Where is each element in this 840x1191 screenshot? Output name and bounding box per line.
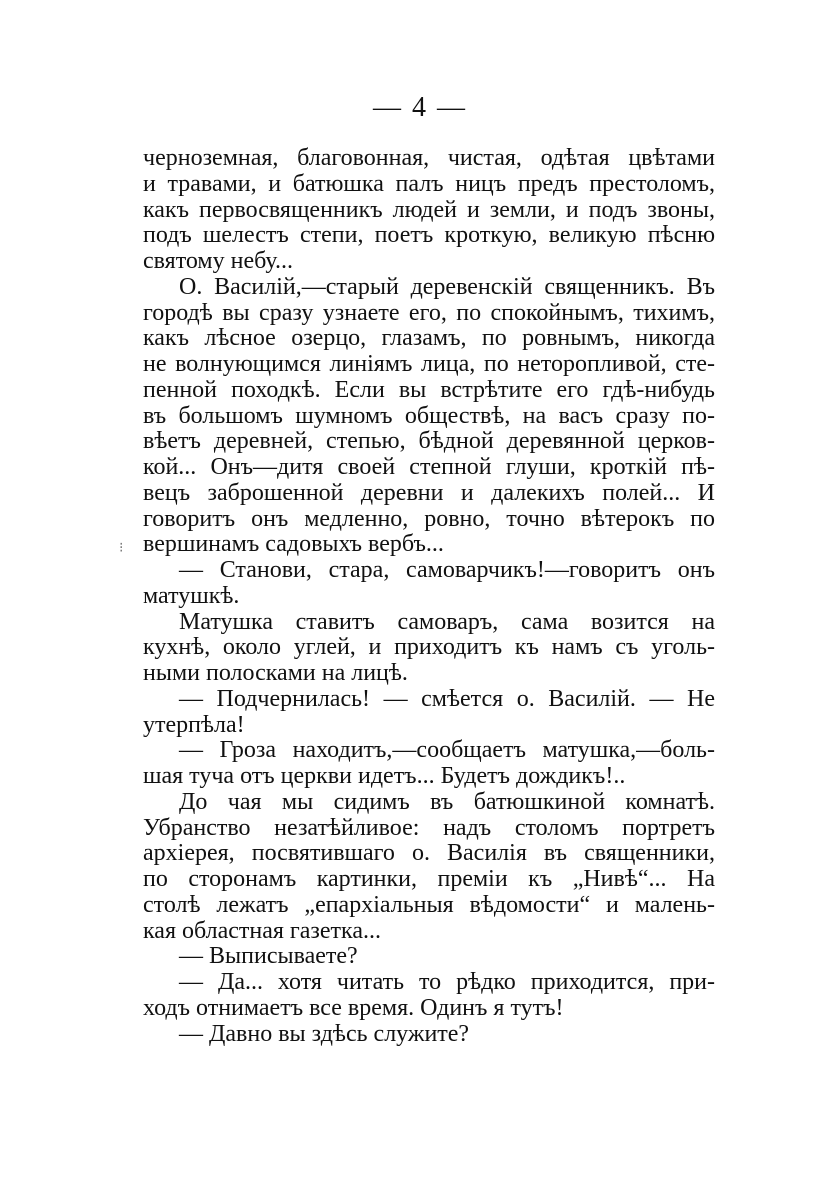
text-line: До чая мы сидимъ въ батюшкиной комнатѣ. [179, 788, 715, 815]
text-line: какъ лѣсное озерцо, глазамъ, по ровнымъ, никогда [143, 325, 715, 352]
text-line: кухнѣ, около углей, и приходитъ къ намъ съ уголь- [143, 634, 715, 661]
text-line: Матушка ставитъ самоваръ, сама возится на [179, 608, 715, 635]
text-line: кой... Онъ—дитя своей степной глуши, кроткій пѣ- [143, 454, 715, 480]
text-line: матушкѣ. [143, 582, 240, 609]
text-line: и травами, и батюшка палъ ницъ предъ престоломъ, [143, 170, 715, 197]
text-line: подъ шелестъ степи, поетъ кроткую, великую пѣсню [143, 222, 715, 249]
page-number: — 4 — [373, 92, 467, 123]
text-line: святому небу... [143, 248, 293, 274]
text-line: говоритъ онъ медленно, ровно, точно вѣтерокъ по [143, 505, 715, 532]
text-line: О. Василій,—старый деревенскій священникъ. Въ [179, 273, 715, 300]
text-line: — Да... хотя читать то рѣдко приходится, при- [179, 969, 715, 995]
text-line: въ большомъ шумномъ обществѣ, на васъ сразу по- [143, 402, 715, 429]
text-line: архіерея, посвятившаго о. Василія въ священники, [143, 840, 715, 867]
text-line: столѣ лежатъ „епархіальныя вѣдомости“ и малень- [143, 891, 715, 918]
text-line: — Подчернилась! — смѣется о. Василій. — Не [179, 685, 715, 712]
text-line: черноземная, благовонная, чистая, одѣтая цвѣтами [143, 145, 715, 171]
body-text [143, 146, 715, 1047]
text-line: Убранство незатѣйливое: надъ столомъ портретъ [143, 814, 715, 841]
text-line: не волнующимся линіямъ лица, по неторопливой, сте- [143, 351, 715, 377]
text-line: вѣетъ деревней, степью, бѣдной деревянной церков- [143, 428, 715, 455]
text-line: вецъ заброшенной деревни и далекихъ полей... И [143, 479, 715, 506]
text-line: шая туча отъ церкви идетъ... Будетъ дождикъ!.. [143, 763, 626, 789]
text-line: ходъ отнимаетъ все время. Одинъ я тутъ! [143, 994, 564, 1021]
text-line: городѣ вы сразу узнаете его, по спокойнымъ, тихимъ, [143, 299, 715, 326]
text-line: вершинамъ садовыхъ вербъ... [143, 531, 444, 558]
text-line: — Гроза находитъ,—сообщаетъ матушка,—боль- [179, 737, 715, 764]
text-line: кая областная газетка... [143, 917, 381, 944]
text-line: ными полосками на лицѣ. [143, 660, 408, 686]
margin-mark: ⁝ [119, 541, 124, 556]
text-line: — Давно вы здѣсь служите? [179, 1020, 470, 1047]
text-line: пенной походкѣ. Если вы встрѣтите его гдѣ-нибудь [143, 376, 715, 403]
text-line: — Станови, стара, самоварчикъ!—говоритъ онъ [179, 557, 715, 583]
text-line: какъ первосвященникъ людей и земли, и подъ звоны, [143, 196, 715, 223]
text-line: — Выписываете? [179, 943, 358, 970]
text-line: по сторонамъ картинки, преміи къ „Нивѣ“... На [143, 866, 715, 892]
text-line: утерпѣла! [143, 711, 245, 738]
